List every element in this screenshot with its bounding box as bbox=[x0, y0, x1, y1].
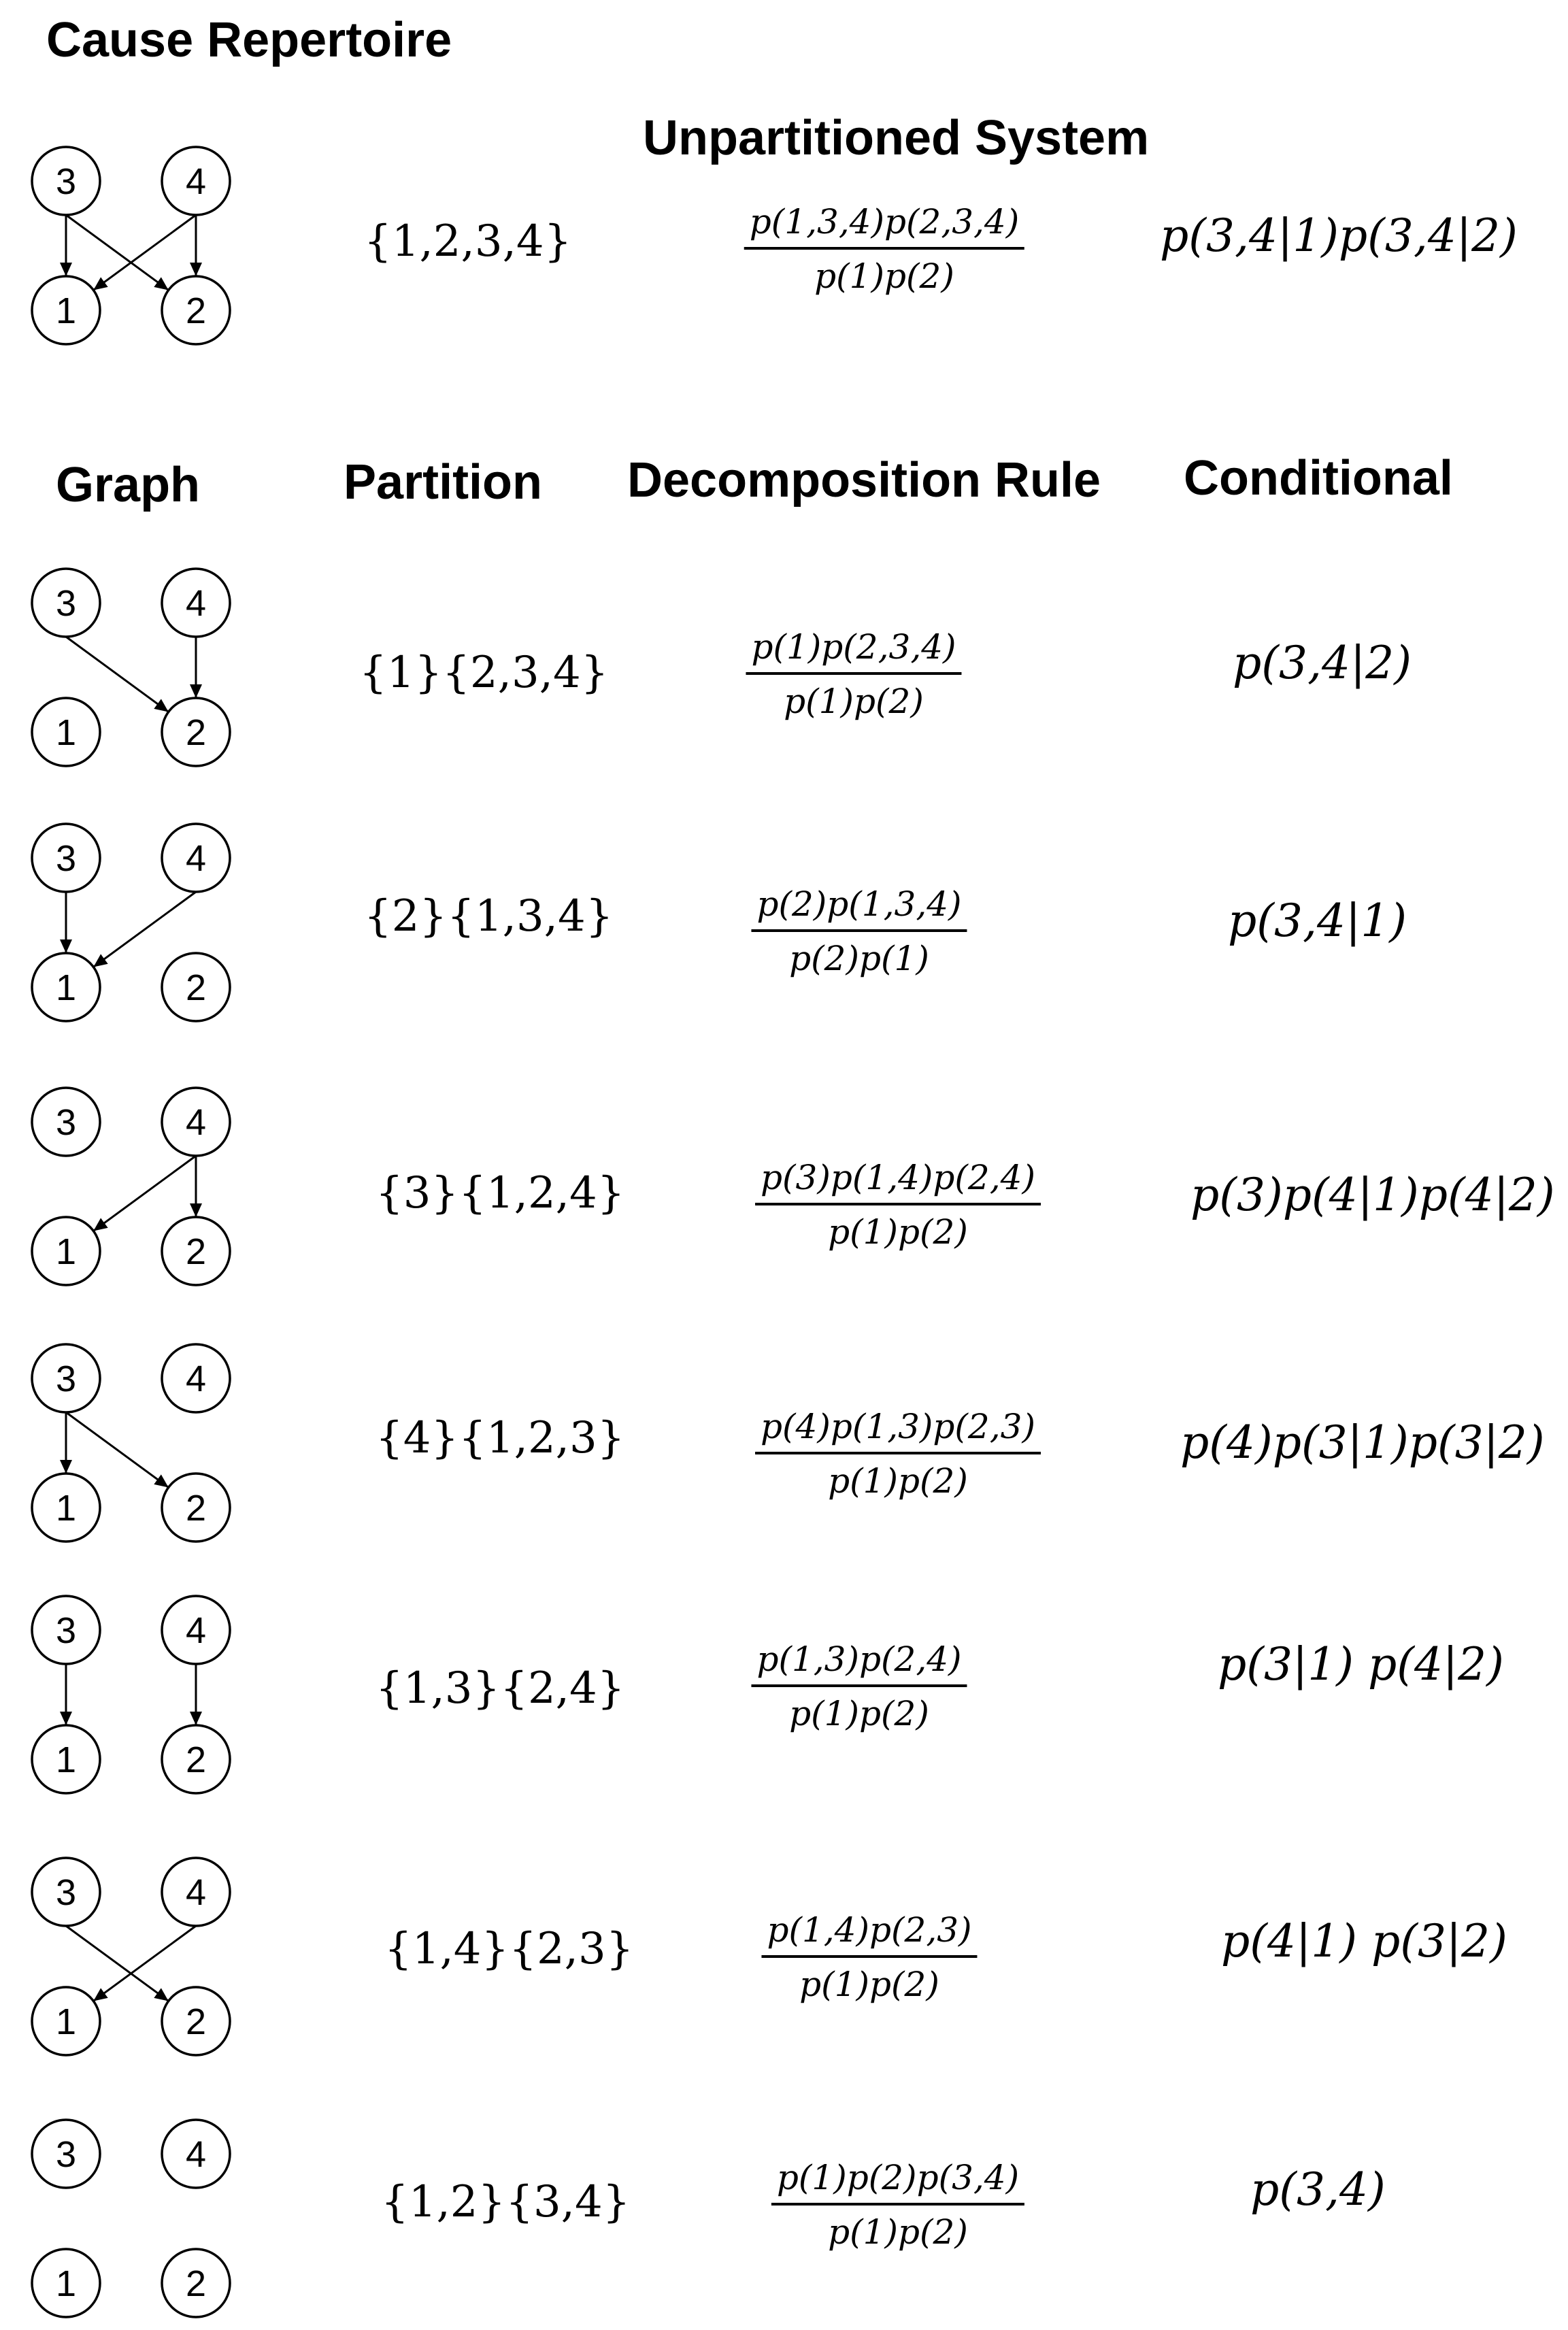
node-label: 3 bbox=[55, 2134, 77, 2175]
node-label: 2 bbox=[185, 1231, 207, 1272]
conditional-4: p(4)p(3|1)p(3|2) bbox=[1180, 1416, 1545, 1469]
partition-label-6: {1,4}{2,3} bbox=[384, 1924, 634, 1974]
figure-title: Cause Repertoire bbox=[46, 13, 452, 67]
node-label: 2 bbox=[185, 290, 207, 331]
conditional-3: p(3)p(4|1)p(4|2) bbox=[1190, 1169, 1555, 1221]
node-1 bbox=[32, 1987, 100, 2055]
node-2 bbox=[162, 953, 230, 1021]
node-label: 4 bbox=[185, 2134, 207, 2175]
rule-denominator-4: p(1)p(2) bbox=[828, 1461, 968, 1501]
column-header-partition: Partition bbox=[344, 455, 543, 510]
node-2 bbox=[162, 1987, 230, 2055]
node-label: 2 bbox=[185, 2001, 207, 2042]
node-label: 1 bbox=[55, 1488, 77, 1529]
decomposition-rule-6 bbox=[761, 1910, 977, 2004]
conditional-5: p(3|1) p(4|2) bbox=[1218, 1638, 1504, 1691]
node-4 bbox=[162, 1344, 230, 1412]
decomposition-rule-2 bbox=[751, 884, 967, 978]
decomposition-rule-7 bbox=[771, 2158, 1024, 2252]
node-label: 2 bbox=[185, 2263, 207, 2304]
node-label: 4 bbox=[185, 1610, 207, 1651]
conditional-6: p(4|1) p(3|2) bbox=[1221, 1915, 1507, 1967]
conditional-7: p(3,4) bbox=[1250, 2163, 1386, 2216]
column-header-conditional: Conditional bbox=[1184, 451, 1453, 505]
node-2 bbox=[162, 1217, 230, 1285]
node-label: 2 bbox=[185, 712, 207, 753]
partition-graph-6 bbox=[0, 1854, 272, 2068]
node-4 bbox=[162, 147, 230, 215]
rule-denominator-5: p(1)p(2) bbox=[789, 1694, 929, 1733]
partition-graph-3 bbox=[0, 1084, 272, 1298]
node-1 bbox=[32, 953, 100, 1021]
rule-numerator-1: p(1)p(2,3,4) bbox=[746, 627, 961, 675]
column-header-graph: Graph bbox=[56, 458, 201, 512]
node-label: 1 bbox=[55, 2001, 77, 2042]
partition-graph-2 bbox=[0, 820, 272, 1034]
rule-numerator-5: p(1,3)p(2,4) bbox=[751, 1640, 967, 1687]
node-2 bbox=[162, 1725, 230, 1793]
partition-label-5: {1,3}{2,4} bbox=[376, 1663, 625, 1714]
decomposition-rule-4 bbox=[755, 1407, 1041, 1501]
conditional-1: p(3,4|2) bbox=[1233, 637, 1412, 689]
node-2 bbox=[162, 1474, 230, 1542]
rule-numerator-2: p(2)p(1,3,4) bbox=[751, 884, 967, 932]
node-label: 1 bbox=[55, 290, 77, 331]
node-label: 3 bbox=[55, 161, 77, 202]
partition-graph-1 bbox=[0, 565, 272, 779]
column-header-rule: Decomposition Rule bbox=[627, 453, 1101, 507]
node-3 bbox=[32, 147, 100, 215]
node-2 bbox=[162, 2249, 230, 2317]
node-4 bbox=[162, 1858, 230, 1926]
node-4 bbox=[162, 2120, 230, 2188]
node-label: 2 bbox=[185, 967, 207, 1008]
node-3 bbox=[32, 1088, 100, 1156]
unpartitioned-rule-numerator: p(1,3,4)p(2,3,4) bbox=[744, 202, 1024, 250]
node-label: 3 bbox=[55, 1872, 77, 1913]
node-1 bbox=[32, 2249, 100, 2317]
node-4 bbox=[162, 1088, 230, 1156]
node-3 bbox=[32, 1596, 100, 1664]
partition-label-3: {3}{1,2,4} bbox=[376, 1168, 625, 1218]
node-3 bbox=[32, 1344, 100, 1412]
node-label: 4 bbox=[185, 1359, 207, 1399]
rule-denominator-7: p(1)p(2) bbox=[828, 2212, 968, 2252]
node-3 bbox=[32, 2120, 100, 2188]
unpartitioned-rule-denominator: p(1)p(2) bbox=[814, 256, 954, 296]
node-label: 2 bbox=[185, 1740, 207, 1780]
node-3 bbox=[32, 569, 100, 637]
node-label: 1 bbox=[55, 1231, 77, 1272]
node-1 bbox=[32, 276, 100, 344]
node-1 bbox=[32, 698, 100, 766]
node-label: 1 bbox=[55, 712, 77, 753]
node-2 bbox=[162, 276, 230, 344]
node-label: 1 bbox=[55, 967, 77, 1008]
rule-numerator-7: p(1)p(2)p(3,4) bbox=[771, 2158, 1024, 2206]
decomposition-rule-1 bbox=[746, 627, 961, 721]
unpartitioned-heading: Unpartitioned System bbox=[643, 111, 1150, 165]
node-4 bbox=[162, 824, 230, 892]
node-label: 4 bbox=[185, 1102, 207, 1143]
node-label: 3 bbox=[55, 1359, 77, 1399]
node-1 bbox=[32, 1725, 100, 1793]
node-label: 3 bbox=[55, 1102, 77, 1143]
node-2 bbox=[162, 698, 230, 766]
node-label: 1 bbox=[55, 1740, 77, 1780]
unpartitioned-rule bbox=[744, 202, 1024, 296]
node-label: 2 bbox=[185, 1488, 207, 1529]
unpartitioned-partition: {1,2,3,4} bbox=[364, 216, 572, 267]
node-label: 4 bbox=[185, 161, 207, 202]
rule-numerator-3: p(3)p(1,4)p(2,4) bbox=[755, 1158, 1041, 1205]
partition-label-4: {4}{1,2,3} bbox=[376, 1413, 625, 1463]
rule-denominator-2: p(2)p(1) bbox=[789, 939, 929, 978]
decomposition-rule-5 bbox=[751, 1640, 967, 1733]
node-label: 3 bbox=[55, 1610, 77, 1651]
unpartitioned-conditional: p(3,4|1)p(3,4|2) bbox=[1160, 210, 1518, 262]
partition-graph-7 bbox=[0, 2116, 272, 2330]
partition-label-7: {1,2}{3,4} bbox=[381, 2177, 631, 2227]
node-label: 3 bbox=[55, 583, 77, 624]
decomposition-rule-3 bbox=[755, 1158, 1041, 1252]
unpartitioned-graph bbox=[0, 143, 272, 357]
node-4 bbox=[162, 569, 230, 637]
node-label: 3 bbox=[55, 838, 77, 879]
partition-label-2: {2}{1,3,4} bbox=[364, 891, 614, 942]
node-1 bbox=[32, 1474, 100, 1542]
node-label: 4 bbox=[185, 838, 207, 879]
partition-graph-5 bbox=[0, 1592, 272, 1806]
rule-numerator-6: p(1,4)p(2,3) bbox=[761, 1910, 977, 1958]
rule-denominator-6: p(1)p(2) bbox=[799, 1965, 939, 2004]
node-label: 4 bbox=[185, 583, 207, 624]
node-label: 4 bbox=[185, 1872, 207, 1913]
conditional-2: p(3,4|1) bbox=[1228, 895, 1407, 947]
partition-label-1: {1}{2,3,4} bbox=[359, 648, 609, 698]
node-4 bbox=[162, 1596, 230, 1664]
rule-numerator-4: p(4)p(1,3)p(2,3) bbox=[755, 1407, 1041, 1454]
node-label: 1 bbox=[55, 2263, 77, 2304]
partition-graph-4 bbox=[0, 1340, 272, 1554]
rule-denominator-1: p(1)p(2) bbox=[784, 682, 924, 721]
node-3 bbox=[32, 824, 100, 892]
node-1 bbox=[32, 1217, 100, 1285]
node-3 bbox=[32, 1858, 100, 1926]
rule-denominator-3: p(1)p(2) bbox=[828, 1212, 968, 1252]
